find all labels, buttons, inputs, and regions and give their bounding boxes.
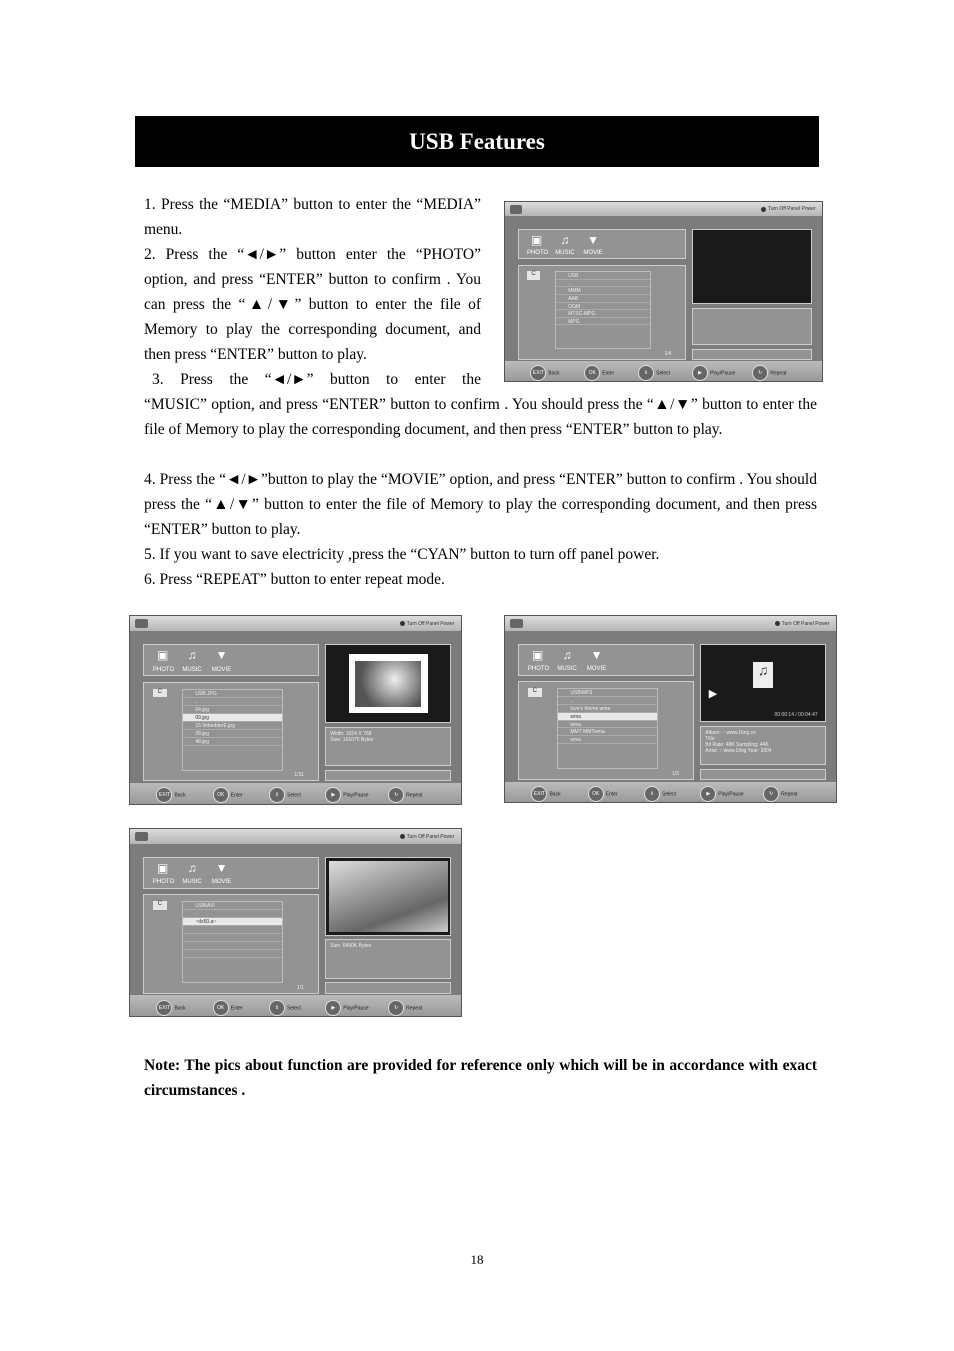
- movie-preview: [325, 857, 451, 936]
- instruction-6: 6. Press “REPEAT” button to enter repeat mode.: [144, 571, 445, 588]
- media-menu-screenshot: [504, 201, 823, 382]
- instruction-1: 1. Press the “MEDIA” button to enter the “MEDIA” menu.: [144, 196, 481, 238]
- list-item: USB\MP3: [558, 689, 657, 697]
- updown-icon: ⇕: [644, 786, 660, 802]
- list-item: ..: [558, 697, 657, 705]
- media-tabs: [143, 857, 318, 889]
- list-item: MMT MMTwma: [558, 728, 657, 736]
- tab-photo: PHOTO: [527, 666, 550, 673]
- info-panel-secondary: [325, 770, 451, 781]
- play-pause-button: ▶ Play/Pause: [325, 787, 368, 803]
- button-bar: [130, 995, 461, 1016]
- exit-button: EXIT Back: [530, 365, 559, 381]
- music-icon: ♫: [560, 232, 570, 247]
- instruction-2: 2. Press the “◄/►” button enter the “PHOTO” option, and press “ENTER” button to confirm . You can press the “▲/▼” button to enter the file of Memory to play the corresponding document, and then press “ENTER” button to play.: [144, 246, 481, 363]
- file-list-panel: [143, 682, 318, 782]
- file-list-panel: [518, 265, 686, 360]
- updown-icon: ⇕: [269, 1000, 285, 1016]
- list-item: [183, 926, 282, 934]
- repeat-icon: ↻: [763, 786, 779, 802]
- page-indicator: 1/3: [671, 770, 679, 777]
- file-list: [557, 688, 658, 769]
- music-preview: [700, 644, 826, 722]
- list-item: [183, 934, 282, 942]
- preview-panel: [692, 229, 812, 304]
- play-pause-icon: ▶: [700, 786, 716, 802]
- select-button: ⇕ Select: [644, 786, 676, 802]
- movie-icon: ▼: [215, 648, 228, 663]
- file-list: [555, 271, 651, 349]
- list-item-selected: ~dx50.a~: [183, 918, 282, 926]
- movie-icon: ▼: [587, 232, 599, 247]
- tab-music: MUSIC: [182, 666, 202, 673]
- list-item: AAB: [556, 295, 650, 303]
- repeat-button: ↻ Repeat: [388, 787, 422, 803]
- file-list-panel: [143, 894, 318, 993]
- photo-thumbnail: [349, 654, 428, 712]
- repeat-button: ↻ Repeat: [388, 1000, 422, 1016]
- file-list: [182, 689, 283, 771]
- repeat-icon: ↻: [752, 365, 768, 381]
- ok-button: OK Enter: [213, 787, 243, 803]
- info-panel-secondary: [692, 349, 812, 360]
- info-panel-secondary: [700, 769, 826, 780]
- button-bar: [505, 361, 822, 381]
- photo-icon: ▣: [530, 232, 543, 247]
- music-icon: ♫: [562, 647, 572, 662]
- drive-label: C: [153, 689, 167, 698]
- movie-frame: [329, 861, 448, 931]
- photo-icon: ▣: [156, 861, 169, 876]
- info-panel-secondary: [325, 982, 451, 993]
- play-pause-icon: ▶: [692, 365, 708, 381]
- tab-music: MUSIC: [555, 250, 575, 256]
- play-pause-icon: ▶: [325, 787, 341, 803]
- list-item: MTSC-MPG: [556, 310, 650, 318]
- tab-music: MUSIC: [557, 666, 577, 673]
- list-item: ..: [183, 910, 282, 918]
- tab-photo: PHOTO: [152, 666, 175, 673]
- file-list-panel: [518, 681, 693, 780]
- list-item: USB JPG: [183, 690, 282, 698]
- select-button: ⇕ Select: [638, 365, 670, 381]
- usb-icon: [135, 832, 148, 841]
- panel-power-label: Turn Off Panel Power: [761, 206, 816, 212]
- exit-button: EXIT Back: [156, 1000, 185, 1016]
- page-number: 18: [470, 1252, 484, 1267]
- info-panel: Album: :: www.1ting.cn Title: Bit Rate: 48K Sampling: 44K Artist: :: www.1ting Year: 2004: [700, 726, 826, 765]
- tab-movie: MOVIE: [586, 666, 607, 673]
- panel-power-label: Turn Off Panel Power: [775, 621, 830, 627]
- updown-icon: ⇕: [638, 365, 654, 381]
- play-pause-button: ▶ Play/Pause: [692, 365, 735, 381]
- list-item: OGM: [556, 303, 650, 311]
- list-item: 04.jpg: [183, 706, 282, 714]
- tab-music: MUSIC: [182, 879, 202, 886]
- file-list: [182, 901, 283, 983]
- photo-icon: ▣: [156, 648, 169, 663]
- drive-label: C: [153, 901, 167, 910]
- media-tabs: [143, 644, 318, 676]
- photo-screenshot: [129, 615, 462, 805]
- usb-icon: [510, 205, 523, 214]
- usb-icon: [510, 619, 523, 628]
- instruction-3-start: 3. Press the “◄/►” button to enter the: [152, 371, 481, 388]
- list-item: USB\AVI: [183, 902, 282, 910]
- play-pause-button: ▶ Play/Pause: [325, 1000, 368, 1016]
- list-item: wma: [558, 736, 657, 744]
- page-indicator: 1/1: [296, 984, 304, 991]
- list-item-selected: wma: [558, 713, 657, 721]
- list-item: 15 ImbedderE.jpg: [183, 722, 282, 730]
- select-button: ⇕ Select: [269, 1000, 301, 1016]
- photo-icon: ▣: [531, 647, 544, 662]
- reference-note: Note: The pics about function are provided for reference only which will be in accordance with exact circumstances .: [144, 1057, 817, 1099]
- repeat-icon: ↻: [388, 1000, 404, 1016]
- ok-button: OK Enter: [588, 786, 618, 802]
- music-note-icon: ♫: [753, 662, 773, 688]
- play-pause-button: ▶ Play/Pause: [700, 786, 743, 802]
- list-item: 28.jpg: [183, 730, 282, 738]
- list-item: ..: [183, 698, 282, 706]
- exit-button: EXIT Back: [156, 787, 185, 803]
- button-bar: [505, 782, 836, 802]
- panel-power-label: Turn Off Panel Power: [400, 621, 455, 627]
- panel-power-label: Turn Off Panel Power: [400, 834, 455, 840]
- playback-time: 00:00:14 / 00:04:47: [774, 711, 818, 718]
- instruction-5: 5. If you want to save electricity ,press the “CYAN” button to turn off panel power.: [144, 546, 660, 563]
- list-item-selected: 09.jpg: [183, 714, 282, 722]
- movie-screenshot: [129, 828, 462, 1017]
- list-item: wma: [558, 721, 657, 729]
- instruction-4: 4. Press the “◄/►”button to play the “MOVIE” option, and press “ENTER” button to confirm . You should press the “▲/▼” button to enter the file of Memory to play the corresponding document, and then press “ENTER” button to play.: [144, 471, 817, 538]
- list-item: [183, 950, 282, 958]
- photo-preview: [325, 644, 451, 723]
- repeat-icon: ↻: [388, 787, 404, 803]
- ok-button: OK Enter: [213, 1000, 243, 1016]
- list-item: MPG: [556, 318, 650, 326]
- drive-label: C: [527, 271, 540, 279]
- movie-icon: ▼: [590, 647, 603, 662]
- repeat-button: ↻ Repeat: [763, 786, 797, 802]
- select-button: ⇕ Select: [269, 787, 301, 803]
- list-item: 48.jpg: [183, 738, 282, 746]
- play-icon: ▶: [708, 687, 718, 700]
- list-item: ..: [556, 280, 650, 288]
- repeat-button: ↻ Repeat: [752, 365, 786, 381]
- media-tabs: [518, 229, 686, 259]
- ok-button: OK Enter: [584, 365, 614, 381]
- button-bar: [130, 783, 461, 804]
- tab-movie: MOVIE: [583, 250, 603, 256]
- list-item: USB: [556, 272, 650, 280]
- page-title: USB Features: [135, 116, 819, 167]
- exit-button: EXIT Back: [531, 786, 560, 802]
- drive-label: C: [528, 688, 542, 697]
- instruction-3-rest: “MUSIC” option, and press “ENTER” button to confirm . You should press the “▲/▼” button to enter the file of Memory to play the corresponding document, and then press “ENTER” button to play.: [144, 396, 817, 438]
- tab-photo: PHOTO: [152, 879, 175, 886]
- page-indicator: 1/11: [294, 772, 304, 779]
- media-tabs: [518, 644, 693, 676]
- music-icon: ♫: [187, 861, 197, 876]
- music-screenshot: [504, 615, 837, 803]
- tab-movie: MOVIE: [211, 879, 232, 886]
- movie-icon: ▼: [215, 861, 228, 876]
- music-icon: ♫: [187, 648, 197, 663]
- tab-movie: MOVIE: [211, 666, 232, 673]
- info-panel: Size: 6450K Bytes: [325, 939, 451, 978]
- page-indicator: 1/4: [664, 350, 672, 357]
- tab-photo: PHOTO: [526, 250, 549, 256]
- list-item: [183, 942, 282, 950]
- info-panel: Width: 1024 X 768 Size: 161075 Bytes: [325, 727, 451, 766]
- info-panel: [692, 308, 812, 346]
- updown-icon: ⇕: [269, 787, 285, 803]
- usb-icon: [135, 619, 148, 628]
- play-pause-icon: ▶: [325, 1000, 341, 1016]
- list-item: MMM: [556, 287, 650, 295]
- list-item: love's theme wma: [558, 705, 657, 713]
